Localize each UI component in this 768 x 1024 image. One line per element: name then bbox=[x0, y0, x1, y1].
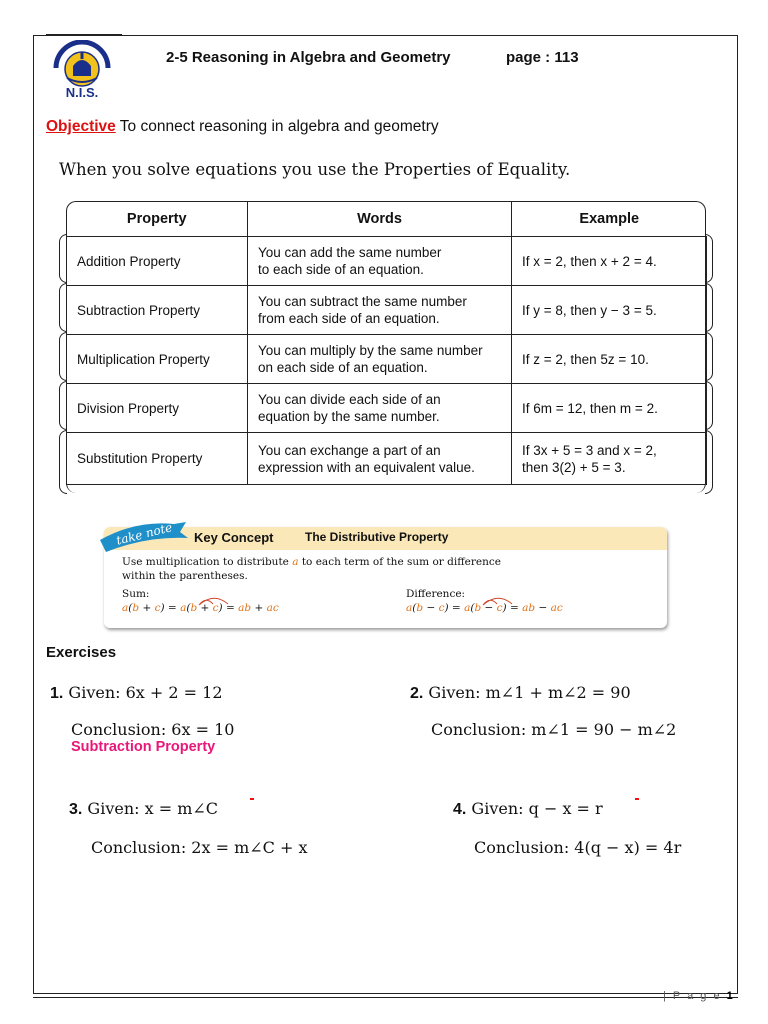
page-title: 2-5 Reasoning in Algebra and Geometry bbox=[166, 49, 451, 66]
example-line: If 6m = 12, then m = 2. bbox=[522, 400, 658, 416]
words-line: You can subtract the same number bbox=[258, 294, 467, 309]
answer-1: Subtraction Property bbox=[71, 739, 216, 755]
property-cell bbox=[67, 237, 248, 286]
exercise-1-conclusion: Conclusion: 6x = 10 bbox=[71, 720, 235, 739]
words-cell bbox=[248, 433, 512, 485]
given-text: Given: x = m∠C bbox=[82, 799, 219, 818]
property-cell bbox=[67, 384, 248, 433]
table-row bbox=[67, 384, 707, 433]
example-line: If y = 8, then y − 3 = 5. bbox=[522, 302, 657, 318]
words-line: You can multiply by the same number bbox=[258, 343, 483, 358]
property-name: Subtraction Property bbox=[77, 302, 201, 318]
words-line: expression with an equivalent value. bbox=[258, 459, 475, 475]
given-text: Given: m∠1 + m∠2 = 90 bbox=[423, 683, 631, 702]
property-cell bbox=[67, 335, 248, 384]
example-line: If x = 2, then x + 2 = 4. bbox=[522, 253, 657, 269]
objective-text: To connect reasoning in algebra and geometry bbox=[115, 118, 439, 135]
page-border-bottom bbox=[33, 997, 738, 998]
sum-label: Sum: bbox=[122, 588, 150, 600]
red-mark bbox=[250, 798, 254, 800]
words-line: You can divide each side of an bbox=[258, 392, 441, 407]
table-row bbox=[67, 237, 707, 286]
sum-formula: a(b + c) = a(b + c) = ab + ac bbox=[122, 602, 279, 614]
column-header: Example bbox=[512, 201, 707, 237]
page-number: 1 bbox=[726, 990, 733, 1002]
exercise-3-given bbox=[69, 799, 218, 819]
property-name: Substitution Property bbox=[77, 451, 203, 466]
table-row bbox=[67, 286, 707, 335]
words-cell bbox=[248, 237, 512, 286]
exercise-2-conclusion: Conclusion: m∠1 = 90 − m∠2 bbox=[431, 720, 677, 739]
words-line: You can exchange a part of an bbox=[258, 442, 441, 458]
example-line: then 3(2) + 5 = 3. bbox=[522, 459, 626, 475]
example-cell bbox=[512, 237, 707, 286]
top-rule bbox=[46, 34, 122, 35]
school-logo bbox=[46, 40, 118, 102]
exercise-number: 2. bbox=[410, 685, 424, 702]
take-note-ribbon bbox=[96, 518, 196, 552]
key-concept-subtitle: The Distributive Property bbox=[305, 530, 449, 544]
words-line: You can add the same number bbox=[258, 245, 442, 260]
page-footer bbox=[663, 990, 733, 1002]
exercise-number: 1. bbox=[50, 685, 64, 702]
table-row bbox=[67, 335, 707, 384]
objective bbox=[46, 118, 439, 136]
example-cell bbox=[512, 286, 707, 335]
words-line: equation by the same number. bbox=[258, 409, 440, 424]
objective-label: Objective bbox=[46, 118, 116, 135]
red-mark bbox=[635, 798, 639, 800]
difference-formula: a(b − c) = a(b − c) = ab − ac bbox=[406, 602, 563, 614]
property-cell bbox=[67, 433, 248, 485]
words-line: on each side of an equation. bbox=[258, 360, 428, 375]
property-name: Multiplication Property bbox=[77, 351, 210, 367]
example-cell bbox=[512, 335, 707, 384]
table-row bbox=[67, 433, 707, 485]
words-cell bbox=[248, 286, 512, 335]
property-name: Division Property bbox=[77, 400, 180, 416]
example-line: If 3x + 5 = 3 and x = 2, bbox=[522, 442, 657, 458]
properties-table bbox=[66, 201, 707, 485]
body-variable: a bbox=[292, 556, 299, 568]
exercise-4-conclusion: Conclusion: 4(q − x) = 4r bbox=[474, 838, 682, 857]
example-line: If z = 2, then 5z = 10. bbox=[522, 351, 649, 367]
exercise-1-given bbox=[50, 683, 223, 703]
given-text: Given: q − x = r bbox=[466, 799, 603, 818]
exercise-3-conclusion: Conclusion: 2x = m∠C + x bbox=[91, 838, 308, 857]
key-concept-box bbox=[104, 520, 667, 628]
properties-table-frame bbox=[63, 201, 709, 494]
body-text: Use multiplication to distribute bbox=[122, 556, 293, 568]
given-text: Given: 6x + 2 = 12 bbox=[63, 683, 223, 702]
column-header: Property bbox=[67, 201, 248, 237]
words-line: to each side of an equation. bbox=[258, 262, 424, 277]
difference-arrow-icon bbox=[480, 596, 516, 606]
exercises-heading: Exercises bbox=[46, 644, 117, 661]
footer-label: | P a g e bbox=[663, 990, 727, 1002]
exercise-2-given bbox=[410, 683, 631, 703]
exercise-number: 4. bbox=[453, 801, 467, 818]
body-text: to each term of the sum or difference bbox=[298, 556, 501, 568]
key-concept-body bbox=[122, 555, 542, 583]
body-text: within the parentheses. bbox=[122, 570, 248, 582]
column-header: Words bbox=[248, 201, 512, 237]
svg-text:N.I.S.: N.I.S. bbox=[65, 85, 99, 100]
words-cell bbox=[248, 384, 512, 433]
example-cell bbox=[512, 384, 707, 433]
intro-text: When you solve equations you use the Properties of Equality. bbox=[59, 160, 571, 179]
page-reference: page : 113 bbox=[506, 49, 579, 66]
words-line: from each side of an equation. bbox=[258, 311, 440, 326]
svg-text:take note: take note bbox=[114, 520, 174, 548]
table-header-row bbox=[67, 201, 707, 237]
exercise-4-given bbox=[453, 799, 603, 819]
key-concept-title: Key Concept bbox=[194, 530, 274, 545]
difference-label: Difference: bbox=[406, 588, 466, 600]
sum-arrow-icon bbox=[196, 596, 232, 606]
example-cell bbox=[512, 433, 707, 485]
property-name: Addition Property bbox=[77, 253, 181, 269]
words-cell bbox=[248, 335, 512, 384]
exercise-number: 3. bbox=[69, 801, 83, 818]
property-cell bbox=[67, 286, 248, 335]
